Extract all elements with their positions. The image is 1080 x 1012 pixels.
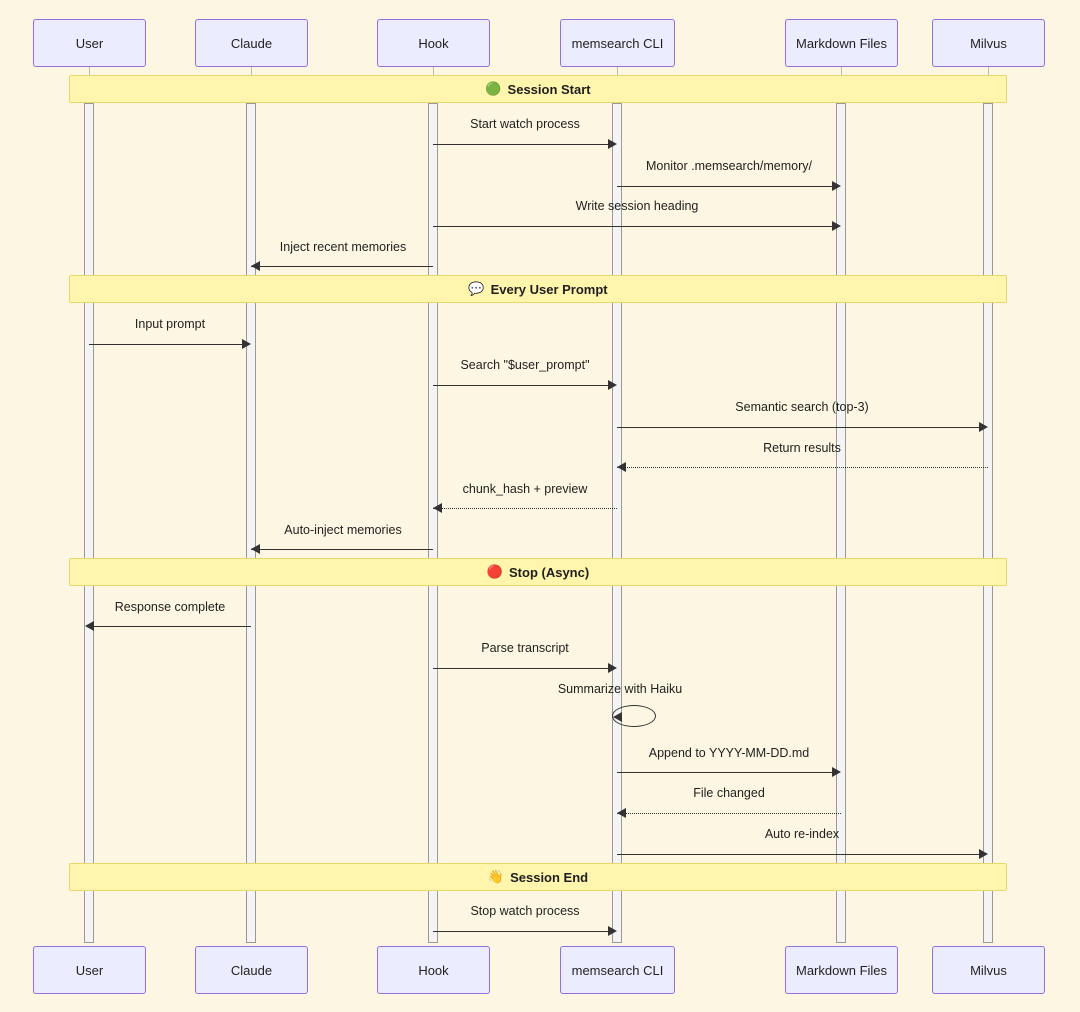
actor-label: Hook — [418, 35, 449, 51]
message-line-chunk-hash-preview — [433, 508, 617, 509]
message-label-return-results: Return results — [763, 441, 841, 455]
message-line-parse-transcript — [433, 668, 613, 669]
actor-label: Hook — [418, 962, 449, 978]
message-line-auto-inject-memories — [251, 549, 433, 550]
message-arrow-chunk-hash-preview — [433, 503, 442, 513]
message-arrow-start-watch-process — [608, 139, 617, 149]
message-label-search-user-prompt: Search "$user_prompt" — [460, 358, 590, 372]
message-line-file-changed — [617, 813, 841, 814]
actor-label: User — [75, 35, 104, 51]
actor-label: Milvus — [970, 962, 1007, 978]
red-circle-icon: 🔴 — [486, 564, 503, 579]
actor-md-bottom[interactable] — [785, 946, 898, 994]
message-line-semantic-search-top3 — [617, 427, 984, 428]
actor-claude-bottom[interactable] — [195, 946, 308, 994]
section-label: Session Start — [507, 81, 591, 97]
actor-hook-top[interactable] — [377, 19, 490, 67]
actor-user-bottom[interactable] — [33, 946, 146, 994]
message-line-write-session-heading — [433, 226, 837, 227]
actor-label: Milvus — [970, 35, 1007, 51]
message-line-inject-recent-memories — [251, 266, 433, 267]
message-line-response-complete — [89, 626, 251, 627]
message-line-search-user-prompt — [433, 385, 613, 386]
message-line-input-prompt — [89, 344, 247, 345]
message-label-summarize-with-haiku: Summarize with Haiku — [557, 682, 683, 696]
message-label-parse-transcript: Parse transcript — [481, 641, 569, 655]
message-arrow-write-session-heading — [832, 221, 841, 231]
message-label-semantic-search-top3: Semantic search (top-3) — [735, 400, 869, 414]
message-line-return-results — [617, 467, 988, 468]
message-label-write-session-heading: Write session heading — [575, 199, 699, 213]
green-circle-icon: 🟢 — [485, 81, 502, 96]
message-label-chunk-hash-preview: chunk_hash + preview — [462, 482, 588, 496]
message-arrow-input-prompt — [242, 339, 251, 349]
message-arrow-search-user-prompt — [608, 380, 617, 390]
message-label-file-changed: File changed — [693, 786, 765, 800]
message-label-auto-inject-memories: Auto-inject memories — [284, 523, 402, 537]
actor-label: User — [75, 962, 104, 978]
message-label-monitor-memory-dir: Monitor .memsearch/memory/ — [645, 159, 813, 173]
actor-milvus-top[interactable] — [932, 19, 1045, 67]
message-arrow-auto-inject-memories — [251, 544, 260, 554]
message-line-monitor-memory-dir — [617, 186, 837, 187]
message-arrow-file-changed — [617, 808, 626, 818]
message-line-start-watch-process — [433, 144, 613, 145]
message-label-auto-re-index: Auto re-index — [764, 827, 840, 841]
message-arrow-stop-watch-process — [608, 926, 617, 936]
activation-milvus-1 — [983, 103, 993, 943]
actor-user-top[interactable] — [33, 19, 146, 67]
section-label: Session End — [510, 869, 589, 885]
message-arrow-auto-re-index — [979, 849, 988, 859]
actor-label: Markdown Files — [795, 962, 888, 978]
message-arrow-response-complete — [85, 621, 94, 631]
speech-balloon-icon: 💬 — [468, 281, 485, 296]
section-session-start — [69, 75, 1007, 103]
section-every-user-prompt — [69, 275, 1007, 303]
message-label-response-complete: Response complete — [114, 600, 226, 614]
message-arrow-summarize-with-haiku — [613, 712, 622, 722]
message-line-append-to-daily-md — [617, 772, 837, 773]
message-arrow-append-to-daily-md — [832, 767, 841, 777]
activation-user-1 — [84, 103, 94, 943]
message-label-inject-recent-memories: Inject recent memories — [279, 240, 407, 254]
actor-md-top[interactable] — [785, 19, 898, 67]
message-arrow-inject-recent-memories — [251, 261, 260, 271]
message-label-input-prompt: Input prompt — [134, 317, 206, 331]
actor-label: memsearch CLI — [571, 962, 664, 978]
actor-label: memsearch CLI — [571, 35, 664, 51]
section-label: Every User Prompt — [490, 281, 608, 297]
actor-claude-top[interactable] — [195, 19, 308, 67]
actor-cli-bottom[interactable] — [560, 946, 675, 994]
message-arrow-parse-transcript — [608, 663, 617, 673]
message-label-start-watch-process: Start watch process — [470, 117, 580, 131]
message-label-append-to-daily-md: Append to YYYY-MM-DD.md — [648, 746, 810, 760]
activation-hook-1 — [428, 103, 438, 943]
message-arrow-return-results — [617, 462, 626, 472]
section-stop-async — [69, 558, 1007, 586]
section-label: Stop (Async) — [509, 564, 590, 580]
activation-claude-1 — [246, 103, 256, 943]
message-line-auto-re-index — [617, 854, 984, 855]
message-line-stop-watch-process — [433, 931, 613, 932]
message-arrow-monitor-memory-dir — [832, 181, 841, 191]
actor-cli-top[interactable] — [560, 19, 675, 67]
actor-label: Claude — [230, 962, 273, 978]
actor-milvus-bottom[interactable] — [932, 946, 1045, 994]
actor-hook-bottom[interactable] — [377, 946, 490, 994]
message-arrow-semantic-search-top3 — [979, 422, 988, 432]
section-session-end — [69, 863, 1007, 891]
actor-label: Claude — [230, 35, 273, 51]
actor-label: Markdown Files — [795, 35, 888, 51]
message-label-stop-watch-process: Stop watch process — [470, 904, 580, 918]
waving-hand-icon: 👋 — [487, 869, 505, 884]
